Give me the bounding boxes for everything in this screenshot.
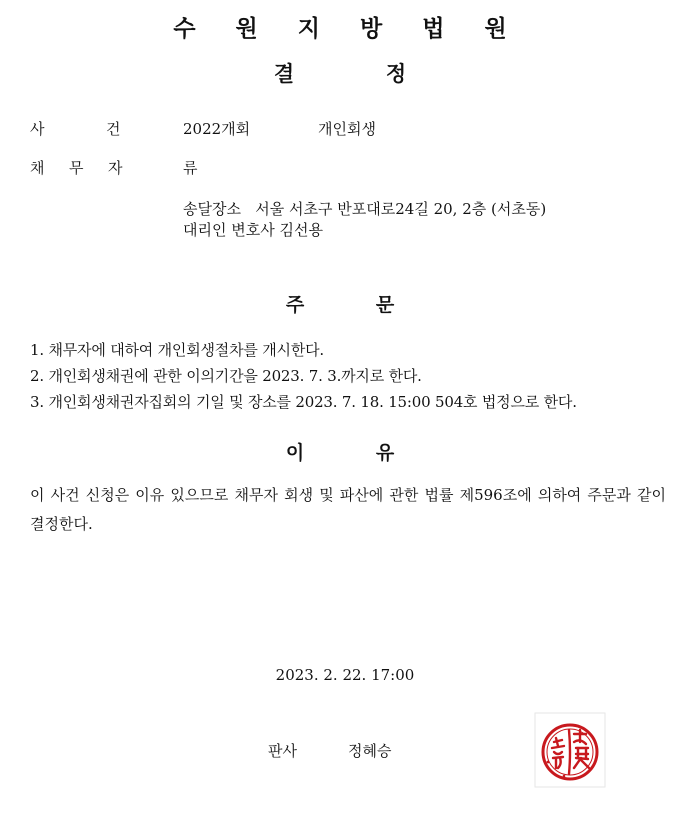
order-item: 3. 개인회생채권자집회의 기일 및 장소를 2023. 7. 18. 15:00 504호 법정으로 한다. bbox=[30, 393, 577, 411]
document-title-char-1: 결 bbox=[273, 62, 295, 86]
case-number: 2022개회 bbox=[183, 120, 251, 138]
debtor-label bbox=[30, 157, 123, 178]
judge-seal-stamp bbox=[534, 712, 606, 788]
order-item: 1. 채무자에 대하여 개인회생절차를 개시한다. bbox=[30, 341, 324, 359]
order-heading-char-2: 문 bbox=[375, 294, 395, 316]
legal-agent: 대리인 변호사 김선용 bbox=[183, 221, 323, 239]
court-name: 수 원 지 방 법 원 bbox=[173, 16, 523, 42]
case-label bbox=[30, 118, 121, 139]
document-title-char-2: 정 bbox=[385, 62, 407, 86]
debtor-label-char-1: 채 bbox=[30, 159, 45, 177]
judge-title: 판사 bbox=[268, 742, 297, 760]
reason-heading-char-1: 이 bbox=[285, 442, 305, 464]
debtor-label-char-2: 무 bbox=[69, 159, 84, 177]
order-heading bbox=[0, 290, 680, 317]
debtor-name: 류 bbox=[183, 159, 198, 177]
case-name: 개인회생 bbox=[318, 120, 376, 138]
decision-date: 2023. 2. 22. 17:00 bbox=[275, 666, 415, 684]
case-label-char-1: 사 bbox=[30, 120, 45, 138]
debtor-label-char-3: 자 bbox=[108, 159, 123, 177]
order-heading-char-1: 주 bbox=[285, 294, 305, 316]
reason-text: 이 사건 신청은 이유 있으므로 채무자 회생 및 파산에 관한 법률 제596조에 의하여 주문과 같이 결정한다. bbox=[30, 486, 666, 533]
service-address-label: 송달장소 bbox=[183, 200, 241, 218]
seal-icon bbox=[534, 712, 606, 788]
reason-heading bbox=[0, 438, 680, 465]
case-label-char-2: 건 bbox=[106, 120, 121, 138]
reason-heading-char-2: 유 bbox=[375, 442, 395, 464]
order-item: 2. 개인회생채권에 관한 이의기간을 2023. 7. 3.까지로 한다. bbox=[30, 367, 422, 385]
document-title bbox=[0, 58, 680, 88]
service-address bbox=[183, 198, 546, 219]
judge-name: 정혜승 bbox=[348, 742, 392, 760]
service-address-value: 서울 서초구 반포대로24길 20, 2층 (서초동) bbox=[255, 200, 547, 218]
